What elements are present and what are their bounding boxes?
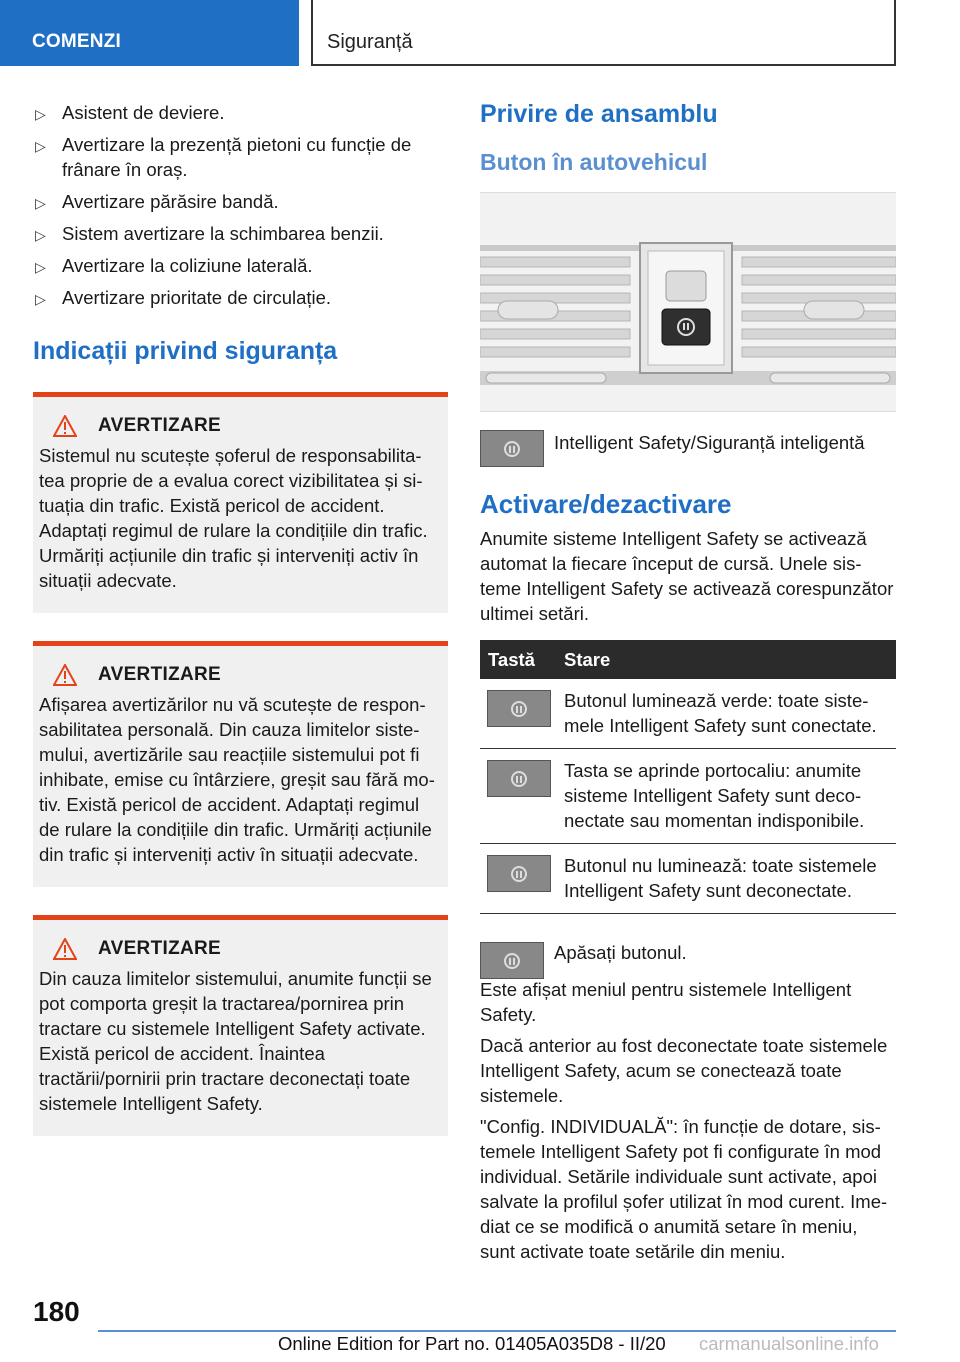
warning-triangle-icon <box>53 415 77 437</box>
warning-text: Afișarea avertizărilor nu vă scutește de responsabilitatea personală. Din cauza limitelor sistemului, avertizările sau reacțiile sistemului pot fi inhibate, emise cu întârziere, greșit sau fără motiv. Există pericol de accident. Adaptați regimul de rulare la condițiile din trafic. Urmăriți acțiunile din trafic și interveniți activ în situații adecvate. <box>39 694 435 865</box>
warning-title: AVERTIZARE <box>98 664 221 685</box>
footer-divider <box>98 1330 896 1332</box>
watermark-text: carmanualsonline.info <box>699 1333 879 1354</box>
individual-config-text: "Config. INDIVIDUALĂ": în funcție de dotare, sistemele Intelligent Safety pot fi configurate în mod individual. Setările individuale sunt activate, apoi salvate la profilul șofer utilizat în mod curent. Imediat ce se modifică o anumită setare în meniu, sunt activate toate setările din meniu. <box>480 1116 888 1262</box>
triangle-bullet-icon: ▷ <box>35 259 46 275</box>
table-row <box>480 749 896 844</box>
reconnect-text: Dacă anterior au fost deconectate toate sistemele Intelligent Safety, acum se conectează toate sistemele. <box>480 1035 888 1106</box>
left-column <box>33 100 448 1164</box>
overview-heading: Privire de ansamblu <box>480 100 718 128</box>
triangle-bullet-icon: ▷ <box>35 291 46 307</box>
button-caption: Intelligent Safety/Siguranță inteligentă <box>554 432 865 453</box>
activation-text: Anumite sisteme Intelligent Safety se activează automat la fiecare început de cursă. Unele sisteme Intelligent Safety se activează corespunzător ultimei setări. <box>480 528 894 624</box>
warning-triangle-icon <box>53 664 77 686</box>
section-tab: COMENZI <box>0 0 299 66</box>
menu-shown-text: Este afișat meniul pentru sistemele Intelligent Safety. <box>480 979 852 1025</box>
button-status-table <box>480 640 896 914</box>
table-header-row <box>480 640 896 679</box>
triangle-bullet-icon: ▷ <box>35 227 46 243</box>
intelligent-safety-button-icon <box>487 855 551 892</box>
list-item: ▷ Avertizare părăsire bandă. <box>33 189 448 214</box>
col-header-key: Tastă <box>480 640 556 679</box>
state-cell: Butonul luminează verde: toate sistemele Intelligent Safety sunt conectate. <box>556 679 896 749</box>
warning-text: Din cauza limitelor sistemului, anumite funcții se pot comporta greșit la tractarea/pornirea prin tractare cu sistemele Intelligent Safety activate. Există pericol de accident. Înaintea tractării/pornirii prin tractare deconectați toate sistemele Intelligent Safety. <box>39 968 432 1114</box>
state-cell: Butonul nu luminează: toate sistemele Intelligent Safety sunt deconectate. <box>556 844 896 914</box>
page-number: 180 <box>33 1296 80 1327</box>
button-caption-row <box>480 430 896 467</box>
list-item: ▷ Asistent de deviere. <box>33 100 448 125</box>
warning-text: Sistemul nu scutește șoferul de responsabilitatea proprie de a evalua corect vizibilitatea și situația din trafic. Există pericol de accident. Adaptați regimul de rulare la condițiile din trafic. Urmăriți acțiunile din trafic și interveniți activ în situații adecvate. <box>39 445 428 591</box>
triangle-bullet-icon: ▷ <box>35 138 46 154</box>
edition-text: Online Edition for Part no. 01405A035D8 - II/20 <box>278 1333 666 1354</box>
state-cell: Tasta se aprinde portocaliu: anumite sisteme Intelligent Safety sunt deconectate sau momentan indisponibile. <box>556 749 896 844</box>
list-item: ▷ Avertizare la coliziune laterală. <box>33 253 448 278</box>
page-header <box>0 0 960 66</box>
warning-title: AVERTIZARE <box>98 938 221 959</box>
air-vent-button-illustration <box>480 193 896 412</box>
warning-title: AVERTIZARE <box>98 415 221 436</box>
list-item: ▷ Sistem avertizare la schimbarea benzii. <box>33 221 448 246</box>
press-button-step <box>480 940 896 979</box>
intelligent-safety-button-icon <box>480 942 544 979</box>
table-row <box>480 679 896 749</box>
warning-triangle-icon <box>53 938 77 960</box>
feature-list <box>33 100 448 310</box>
intelligent-safety-button-icon <box>480 430 544 467</box>
col-header-state: Stare <box>556 640 896 679</box>
warning-box <box>33 915 448 1136</box>
warning-box <box>33 392 448 613</box>
list-item: ▷ Avertizare la prezență pietoni cu funcție de frânare în oraș. <box>35 134 412 180</box>
right-column <box>480 100 896 1264</box>
chapter-title: Siguranță <box>311 0 896 66</box>
button-subheading: Buton în autovehicul <box>480 149 708 175</box>
vehicle-button-photo <box>480 192 896 412</box>
table-row <box>480 844 896 914</box>
triangle-bullet-icon: ▷ <box>35 106 46 122</box>
section-heading: Indicații privind siguranța <box>33 337 338 365</box>
list-item: ▷ Avertizare prioritate de circulație. <box>33 285 448 310</box>
triangle-bullet-icon: ▷ <box>35 195 46 211</box>
intelligent-safety-button-icon <box>487 690 551 727</box>
warning-box <box>33 641 448 887</box>
press-instruction: Apăsați butonul. <box>554 942 687 963</box>
intelligent-safety-button-icon <box>487 760 551 797</box>
activation-heading: Activare/dezactivare <box>480 489 732 519</box>
